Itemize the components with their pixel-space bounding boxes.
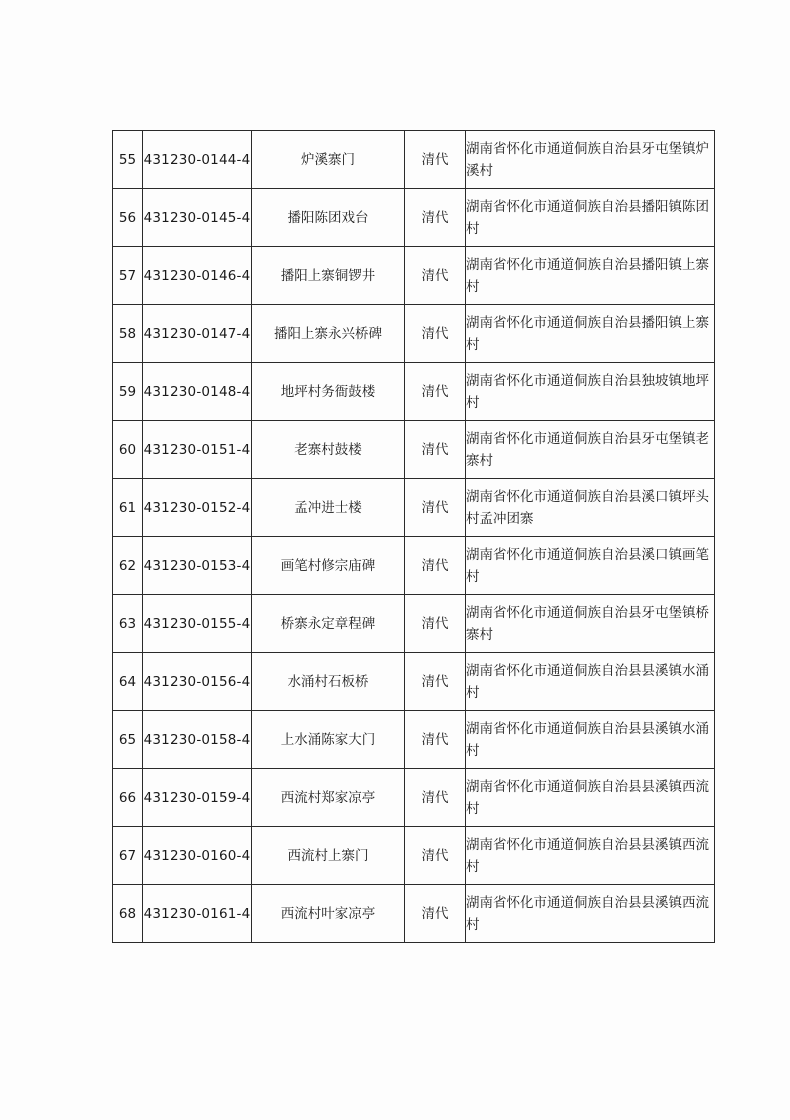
site-address: 湖南省怀化市通道侗族自治县溪口镇坪头村孟冲团寨 — [466, 479, 715, 537]
table-row — [113, 769, 715, 827]
site-era: 清代 — [405, 131, 466, 189]
site-name: 桥寨永定章程碑 — [252, 595, 405, 653]
row-number: 66 — [113, 769, 143, 827]
site-era: 清代 — [405, 653, 466, 711]
site-era: 清代 — [405, 769, 466, 827]
row-number: 67 — [113, 827, 143, 885]
site-name: 孟冲进士楼 — [252, 479, 405, 537]
site-era: 清代 — [405, 479, 466, 537]
site-code: 431230-0156-4 — [143, 653, 252, 711]
site-era: 清代 — [405, 595, 466, 653]
site-name: 水涌村石板桥 — [252, 653, 405, 711]
site-era: 清代 — [405, 363, 466, 421]
site-address: 湖南省怀化市通道侗族自治县牙屯堡镇桥寨村 — [466, 595, 715, 653]
site-address: 湖南省怀化市通道侗族自治县县溪镇西流村 — [466, 885, 715, 943]
site-address: 湖南省怀化市通道侗族自治县溪口镇画笔村 — [466, 537, 715, 595]
row-number: 63 — [113, 595, 143, 653]
site-era: 清代 — [405, 711, 466, 769]
site-code: 431230-0159-4 — [143, 769, 252, 827]
row-number: 57 — [113, 247, 143, 305]
table-row — [113, 479, 715, 537]
site-name: 播阳陈团戏台 — [252, 189, 405, 247]
site-era: 清代 — [405, 885, 466, 943]
row-number: 64 — [113, 653, 143, 711]
site-name: 上水涌陈家大门 — [252, 711, 405, 769]
table-row — [113, 653, 715, 711]
table-row — [113, 131, 715, 189]
site-era: 清代 — [405, 189, 466, 247]
site-code: 431230-0158-4 — [143, 711, 252, 769]
site-code: 431230-0145-4 — [143, 189, 252, 247]
row-number: 56 — [113, 189, 143, 247]
site-era: 清代 — [405, 827, 466, 885]
row-number: 65 — [113, 711, 143, 769]
site-address: 湖南省怀化市通道侗族自治县独坡镇地坪村 — [466, 363, 715, 421]
site-code: 431230-0152-4 — [143, 479, 252, 537]
site-address: 湖南省怀化市通道侗族自治县播阳镇陈团村 — [466, 189, 715, 247]
site-era: 清代 — [405, 247, 466, 305]
site-address: 湖南省怀化市通道侗族自治县牙屯堡镇老寨村 — [466, 421, 715, 479]
site-address: 湖南省怀化市通道侗族自治县县溪镇水涌村 — [466, 711, 715, 769]
site-code: 431230-0146-4 — [143, 247, 252, 305]
site-address: 湖南省怀化市通道侗族自治县县溪镇西流村 — [466, 827, 715, 885]
site-name: 播阳上寨铜锣井 — [252, 247, 405, 305]
site-code: 431230-0151-4 — [143, 421, 252, 479]
site-code: 431230-0144-4 — [143, 131, 252, 189]
site-name: 炉溪寨门 — [252, 131, 405, 189]
site-address: 湖南省怀化市通道侗族自治县播阳镇上寨村 — [466, 247, 715, 305]
site-code: 431230-0153-4 — [143, 537, 252, 595]
site-name: 西流村上寨门 — [252, 827, 405, 885]
table-row — [113, 595, 715, 653]
site-name: 老寨村鼓楼 — [252, 421, 405, 479]
row-number: 68 — [113, 885, 143, 943]
table-row — [113, 189, 715, 247]
row-number: 59 — [113, 363, 143, 421]
table-row — [113, 305, 715, 363]
site-code: 431230-0148-4 — [143, 363, 252, 421]
heritage-sites-table — [112, 130, 715, 943]
site-code: 431230-0160-4 — [143, 827, 252, 885]
site-name: 画笔村修宗庙碑 — [252, 537, 405, 595]
row-number: 62 — [113, 537, 143, 595]
table-row — [113, 421, 715, 479]
site-name: 播阳上寨永兴桥碑 — [252, 305, 405, 363]
site-address: 湖南省怀化市通道侗族自治县县溪镇西流村 — [466, 769, 715, 827]
table-row — [113, 827, 715, 885]
table-row — [113, 711, 715, 769]
table-row — [113, 885, 715, 943]
table-row — [113, 537, 715, 595]
site-address: 湖南省怀化市通道侗族自治县县溪镇水涌村 — [466, 653, 715, 711]
site-era: 清代 — [405, 537, 466, 595]
table-row — [113, 363, 715, 421]
row-number: 55 — [113, 131, 143, 189]
site-era: 清代 — [405, 421, 466, 479]
row-number: 61 — [113, 479, 143, 537]
site-address: 湖南省怀化市通道侗族自治县播阳镇上寨村 — [466, 305, 715, 363]
site-address: 湖南省怀化市通道侗族自治县牙屯堡镇炉溪村 — [466, 131, 715, 189]
site-code: 431230-0155-4 — [143, 595, 252, 653]
site-code: 431230-0161-4 — [143, 885, 252, 943]
table-body — [113, 131, 715, 943]
site-name: 地坪村务衙鼓楼 — [252, 363, 405, 421]
row-number: 60 — [113, 421, 143, 479]
site-code: 431230-0147-4 — [143, 305, 252, 363]
row-number: 58 — [113, 305, 143, 363]
table-row — [113, 247, 715, 305]
site-era: 清代 — [405, 305, 466, 363]
site-name: 西流村郑家凉亭 — [252, 769, 405, 827]
site-name: 西流村叶家凉亭 — [252, 885, 405, 943]
